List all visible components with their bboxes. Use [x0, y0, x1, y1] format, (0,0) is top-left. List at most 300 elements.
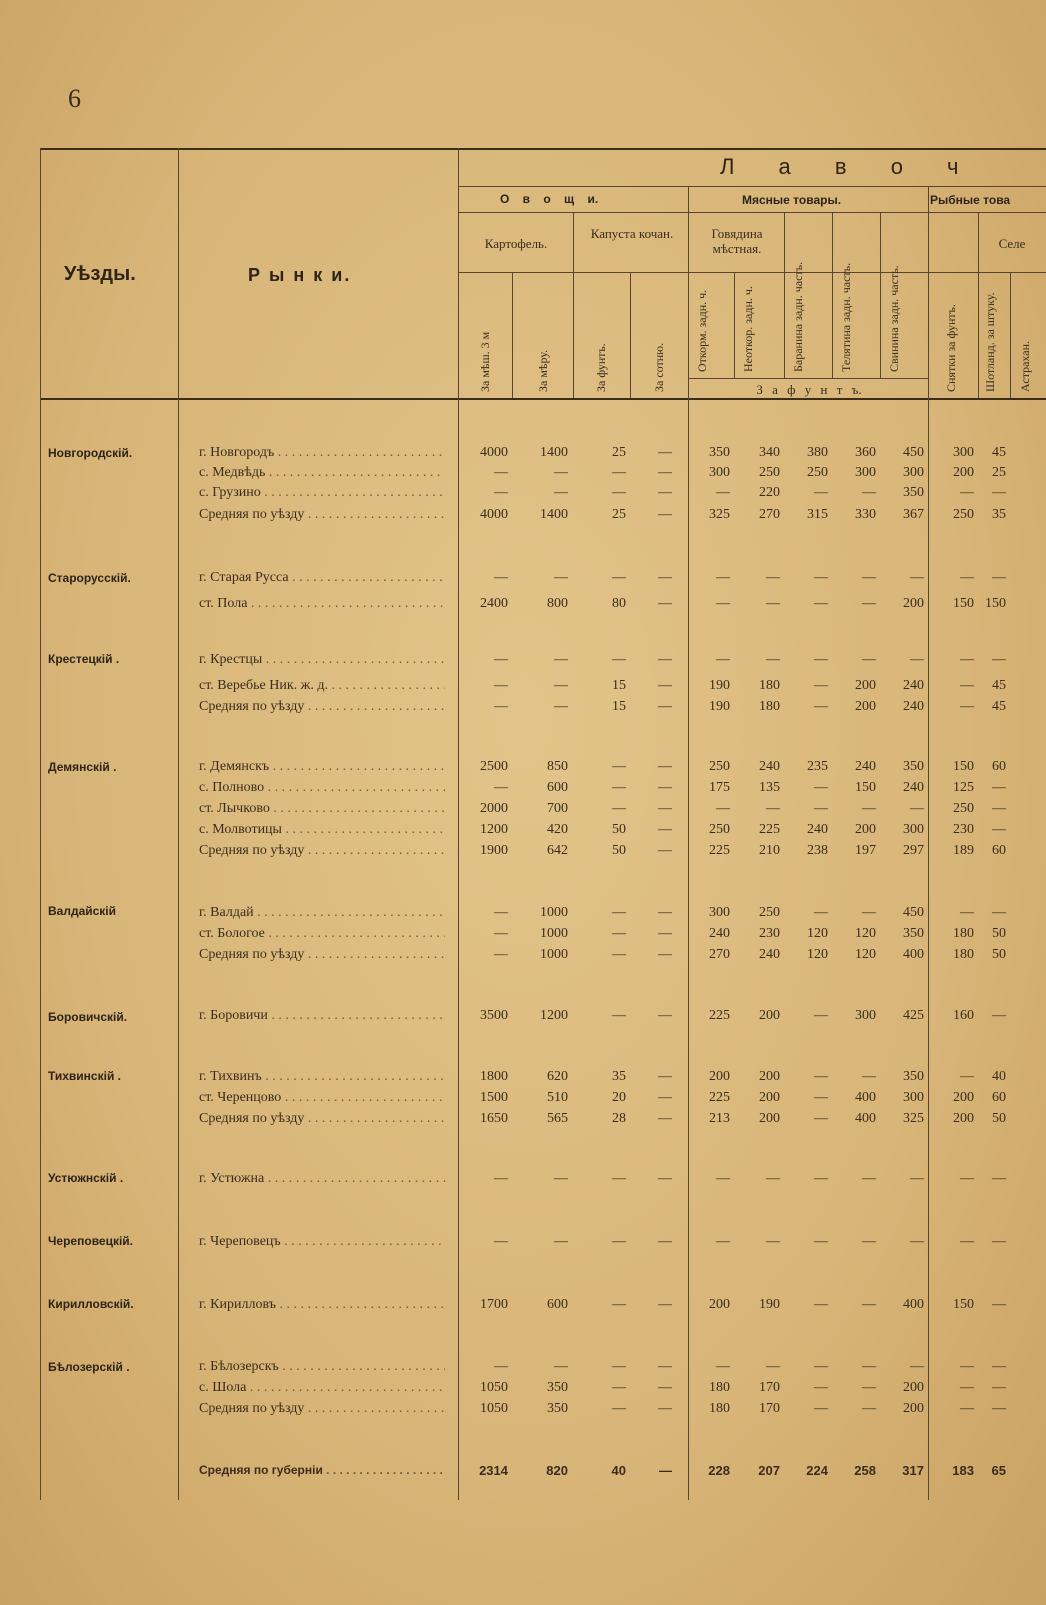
- value-cell: —: [612, 570, 626, 585]
- value-cell: —: [612, 1380, 626, 1395]
- market-label: г. Боровичи . . .: [199, 1008, 445, 1024]
- vheader-za-meshok: За мѣш. 3 м: [478, 331, 492, 392]
- uezd-label: Крестецкій .: [48, 652, 120, 666]
- value-cell: 565: [547, 1111, 568, 1126]
- value-cell: 150: [953, 759, 974, 774]
- market-label: с. Шола . . .: [199, 1380, 445, 1396]
- value-cell: —: [658, 1008, 672, 1023]
- col-divider-market: [458, 148, 459, 1500]
- value-cell: 4000: [480, 507, 508, 522]
- value-cell: —: [766, 1171, 780, 1186]
- total-value-cell: 317: [902, 1463, 924, 1478]
- value-cell: 80: [612, 596, 626, 611]
- market-label: Средняя по уѣзду . . .: [199, 1401, 445, 1417]
- value-cell: 1700: [480, 1297, 508, 1312]
- col-divider-uezd: [178, 148, 179, 1500]
- value-cell: 250: [759, 905, 780, 920]
- value-cell: 240: [807, 822, 828, 837]
- market-label: г. Череповецъ . . .: [199, 1234, 445, 1250]
- market-label: с. Молвотицы . . .: [199, 822, 445, 838]
- vheader-astrakhan: Астрахан.: [1018, 341, 1032, 392]
- value-cell: —: [554, 1171, 568, 1186]
- vheader-telyatina: Телятина задн. часть.: [839, 262, 853, 372]
- value-cell: 325: [903, 1111, 924, 1126]
- header-kartofel: Картофель.: [484, 236, 548, 251]
- value-cell: —: [658, 1297, 672, 1312]
- value-cell: 400: [903, 1297, 924, 1312]
- value-cell: 1400: [540, 445, 568, 460]
- value-cell: 620: [547, 1069, 568, 1084]
- value-cell: —: [716, 1234, 730, 1249]
- value-cell: 380: [807, 445, 828, 460]
- value-cell: —: [658, 652, 672, 667]
- value-cell: —: [910, 1359, 924, 1374]
- value-cell: 190: [709, 699, 730, 714]
- value-cell: —: [814, 1069, 828, 1084]
- value-cell: 45: [992, 445, 1006, 460]
- subcol-div-7: [880, 212, 881, 378]
- vheader-otkorm: Откорм. задн. ч.: [695, 289, 709, 372]
- value-cell: 180: [759, 678, 780, 693]
- value-cell: —: [766, 801, 780, 816]
- value-cell: 300: [903, 822, 924, 837]
- value-cell: —: [612, 926, 626, 941]
- value-cell: —: [862, 1297, 876, 1312]
- value-cell: —: [716, 652, 730, 667]
- value-cell: 235: [807, 759, 828, 774]
- value-cell: —: [554, 485, 568, 500]
- header-rynki: Р ы н к и.: [248, 265, 352, 285]
- value-cell: —: [862, 1401, 876, 1416]
- value-cell: —: [862, 1380, 876, 1395]
- header-rule-4: [688, 378, 928, 379]
- value-cell: —: [814, 1401, 828, 1416]
- subcol-div-4: [734, 272, 735, 378]
- value-cell: —: [862, 570, 876, 585]
- vheader-neotkorm: Неоткор. задн. ч.: [741, 286, 755, 372]
- value-cell: —: [862, 1069, 876, 1084]
- value-cell: 350: [547, 1380, 568, 1395]
- market-label: г. Кирилловъ . . .: [199, 1297, 445, 1313]
- value-cell: 200: [903, 1401, 924, 1416]
- header-selyodka: Селе: [998, 236, 1026, 251]
- value-cell: —: [814, 699, 828, 714]
- value-cell: 120: [855, 926, 876, 941]
- value-cell: 150: [953, 596, 974, 611]
- total-value-cell: 228: [708, 1463, 730, 1478]
- value-cell: 25: [612, 445, 626, 460]
- value-cell: —: [814, 1090, 828, 1105]
- value-cell: —: [814, 1359, 828, 1374]
- value-cell: 250: [709, 759, 730, 774]
- value-cell: —: [960, 1380, 974, 1395]
- value-cell: —: [862, 1359, 876, 1374]
- value-cell: 350: [903, 759, 924, 774]
- value-cell: 200: [855, 699, 876, 714]
- value-cell: —: [658, 485, 672, 500]
- value-cell: —: [766, 1234, 780, 1249]
- value-cell: 1200: [540, 1008, 568, 1023]
- value-cell: 50: [612, 822, 626, 837]
- value-cell: 300: [855, 465, 876, 480]
- market-label-total: Средняя по губерніи . . .: [199, 1463, 445, 1477]
- value-cell: 200: [903, 1380, 924, 1395]
- value-cell: —: [494, 652, 508, 667]
- value-cell: —: [814, 1297, 828, 1312]
- value-cell: 238: [807, 843, 828, 858]
- value-cell: —: [554, 570, 568, 585]
- value-cell: 180: [953, 947, 974, 962]
- value-cell: —: [658, 570, 672, 585]
- value-cell: —: [992, 1401, 1006, 1416]
- value-cell: 200: [855, 678, 876, 693]
- value-cell: —: [992, 780, 1006, 795]
- value-cell: —: [992, 652, 1006, 667]
- vheader-baranina: Баранина задн. часть.: [791, 261, 805, 372]
- value-cell: 325: [709, 507, 730, 522]
- value-cell: —: [494, 780, 508, 795]
- value-cell: 28: [612, 1111, 626, 1126]
- value-cell: —: [814, 1234, 828, 1249]
- value-cell: —: [960, 1401, 974, 1416]
- value-cell: 250: [709, 822, 730, 837]
- value-cell: —: [612, 1401, 626, 1416]
- value-cell: 4000: [480, 445, 508, 460]
- value-cell: —: [862, 801, 876, 816]
- value-cell: 300: [855, 1008, 876, 1023]
- market-label: г. Тихвинъ . . .: [199, 1069, 445, 1085]
- value-cell: 200: [759, 1008, 780, 1023]
- subcol-div-5: [784, 212, 785, 378]
- header-ovoshchi: О в о щ и.: [500, 192, 599, 206]
- value-cell: —: [960, 678, 974, 693]
- value-cell: 1050: [480, 1401, 508, 1416]
- uezd-label: Новгородскій.: [48, 446, 133, 460]
- value-cell: —: [658, 780, 672, 795]
- total-value-cell: 207: [758, 1463, 780, 1478]
- value-cell: —: [658, 596, 672, 611]
- uezd-label: Боровичскій.: [48, 1010, 128, 1024]
- value-cell: —: [992, 1297, 1006, 1312]
- market-label: ст. Веребье Ник. ж. д. . . .: [199, 678, 445, 694]
- value-cell: 50: [992, 926, 1006, 941]
- value-cell: —: [814, 570, 828, 585]
- market-label: Средняя по уѣзду . . .: [199, 1111, 445, 1127]
- value-cell: —: [612, 652, 626, 667]
- value-cell: 197: [855, 843, 876, 858]
- value-cell: 250: [953, 507, 974, 522]
- value-cell: 230: [759, 926, 780, 941]
- value-cell: 150: [953, 1297, 974, 1312]
- uezd-label: Устюжнскій .: [48, 1171, 124, 1185]
- value-cell: 2500: [480, 759, 508, 774]
- value-cell: 250: [953, 801, 974, 816]
- value-cell: —: [992, 1234, 1006, 1249]
- value-cell: —: [554, 699, 568, 714]
- header-za-funt: З а ф у н т ъ.: [756, 382, 862, 397]
- value-cell: —: [960, 1069, 974, 1084]
- value-cell: 25: [992, 465, 1006, 480]
- value-cell: 250: [807, 465, 828, 480]
- market-label: с. Полново . . .: [199, 780, 445, 796]
- value-cell: 3500: [480, 1008, 508, 1023]
- uezd-label: Бѣлозерскій .: [48, 1360, 130, 1374]
- value-cell: 175: [709, 780, 730, 795]
- value-cell: —: [716, 485, 730, 500]
- value-cell: —: [658, 926, 672, 941]
- market-label: Средняя по уѣзду . . .: [199, 507, 445, 523]
- value-cell: 200: [709, 1297, 730, 1312]
- total-value-cell: 820: [546, 1463, 568, 1478]
- uezd-label: Тихвинскій .: [48, 1069, 121, 1083]
- value-cell: 170: [759, 1380, 780, 1395]
- value-cell: —: [992, 905, 1006, 920]
- value-cell: 330: [855, 507, 876, 522]
- market-label: Средняя по уѣзду . . .: [199, 699, 445, 715]
- value-cell: —: [612, 485, 626, 500]
- value-cell: 510: [547, 1090, 568, 1105]
- value-cell: 270: [709, 947, 730, 962]
- value-cell: —: [814, 596, 828, 611]
- value-cell: 240: [903, 699, 924, 714]
- value-cell: 240: [759, 759, 780, 774]
- value-cell: —: [716, 596, 730, 611]
- value-cell: 425: [903, 1008, 924, 1023]
- value-cell: 200: [903, 596, 924, 611]
- value-cell: 20: [612, 1090, 626, 1105]
- value-cell: 210: [759, 843, 780, 858]
- subcol-div-8: [978, 212, 979, 398]
- value-cell: 240: [709, 926, 730, 941]
- market-label: Средняя по уѣзду . . .: [199, 947, 445, 963]
- value-cell: —: [862, 1171, 876, 1186]
- value-cell: 1650: [480, 1111, 508, 1126]
- subcol-div-3: [630, 272, 631, 398]
- value-cell: 850: [547, 759, 568, 774]
- value-cell: 350: [903, 485, 924, 500]
- value-cell: —: [554, 465, 568, 480]
- header-bottom-rule: [40, 398, 1046, 400]
- value-cell: —: [494, 1359, 508, 1374]
- value-cell: —: [960, 905, 974, 920]
- value-cell: 250: [759, 465, 780, 480]
- value-cell: 400: [855, 1090, 876, 1105]
- value-cell: 350: [547, 1401, 568, 1416]
- value-cell: 240: [759, 947, 780, 962]
- value-cell: —: [910, 1171, 924, 1186]
- market-label: г. Новгородъ . . .: [199, 445, 445, 461]
- value-cell: —: [814, 1008, 828, 1023]
- col-divider-ovoshchi-myaso: [688, 186, 689, 1500]
- value-cell: 450: [903, 445, 924, 460]
- value-cell: 300: [709, 465, 730, 480]
- value-cell: —: [814, 801, 828, 816]
- page-number: 6: [68, 84, 81, 113]
- value-cell: 200: [953, 1111, 974, 1126]
- value-cell: 50: [612, 843, 626, 858]
- value-cell: 1050: [480, 1380, 508, 1395]
- vheader-snyatki: Снятки за фунтъ.: [944, 304, 958, 392]
- subcol-div-9: [1010, 272, 1011, 398]
- header-uezdy: Уѣзды.: [64, 263, 136, 285]
- value-cell: 60: [992, 843, 1006, 858]
- value-cell: 150: [855, 780, 876, 795]
- value-cell: —: [992, 485, 1006, 500]
- value-cell: —: [992, 1380, 1006, 1395]
- value-cell: 2000: [480, 801, 508, 816]
- value-cell: 180: [709, 1380, 730, 1395]
- value-cell: —: [494, 678, 508, 693]
- uezd-label: Демянскій .: [48, 760, 117, 774]
- header-kapusta: Капуста кочан.: [590, 226, 674, 241]
- value-cell: 225: [709, 1008, 730, 1023]
- value-cell: 340: [759, 445, 780, 460]
- value-cell: —: [658, 1171, 672, 1186]
- header-rule-1: [458, 186, 1046, 187]
- value-cell: —: [716, 801, 730, 816]
- value-cell: —: [658, 507, 672, 522]
- total-value-cell: 224: [806, 1463, 828, 1478]
- value-cell: —: [960, 1359, 974, 1374]
- value-cell: 220: [759, 485, 780, 500]
- value-cell: 15: [612, 678, 626, 693]
- value-cell: 25: [612, 507, 626, 522]
- value-cell: 1000: [540, 905, 568, 920]
- value-cell: —: [992, 1359, 1006, 1374]
- total-value-cell: 2314: [479, 1463, 508, 1478]
- vheader-svinina: Свинина задн. часть.: [887, 265, 901, 372]
- market-label: ст. Пола . . .: [199, 596, 445, 612]
- value-cell: —: [658, 947, 672, 962]
- value-cell: —: [494, 905, 508, 920]
- vheader-za-meru: За мѣру.: [536, 349, 550, 392]
- market-label: г. Бѣлозерскъ . . .: [199, 1359, 445, 1375]
- value-cell: 190: [709, 678, 730, 693]
- value-cell: —: [554, 678, 568, 693]
- value-cell: —: [494, 1171, 508, 1186]
- market-label: г. Валдай . . .: [199, 905, 445, 921]
- value-cell: 200: [953, 465, 974, 480]
- value-cell: —: [658, 905, 672, 920]
- uezd-label: Старорусскій.: [48, 571, 131, 585]
- value-cell: 800: [547, 596, 568, 611]
- market-label: ст. Черенцово . . .: [199, 1090, 445, 1106]
- value-cell: 600: [547, 1297, 568, 1312]
- value-cell: 180: [709, 1401, 730, 1416]
- value-cell: —: [612, 1359, 626, 1374]
- vheader-za-sotnyu: За сотню.: [652, 342, 666, 392]
- col-divider-myaso-ryba: [928, 186, 929, 1500]
- value-cell: —: [814, 1171, 828, 1186]
- market-label: г. Устюжна . . .: [199, 1171, 445, 1187]
- value-cell: 700: [547, 801, 568, 816]
- header-rule-2: [458, 212, 1046, 213]
- uezd-label: Кирилловскій.: [48, 1297, 134, 1311]
- value-cell: 360: [855, 445, 876, 460]
- value-cell: —: [992, 801, 1006, 816]
- value-cell: —: [612, 1297, 626, 1312]
- value-cell: —: [960, 699, 974, 714]
- value-cell: 240: [855, 759, 876, 774]
- subcol-div-2: [573, 212, 574, 398]
- value-cell: —: [658, 678, 672, 693]
- value-cell: —: [612, 947, 626, 962]
- value-cell: —: [814, 780, 828, 795]
- value-cell: —: [494, 699, 508, 714]
- value-cell: 642: [547, 843, 568, 858]
- value-cell: 200: [759, 1069, 780, 1084]
- total-value-cell: 40: [611, 1463, 626, 1478]
- value-cell: —: [658, 1234, 672, 1249]
- value-cell: 1400: [540, 507, 568, 522]
- value-cell: 300: [903, 465, 924, 480]
- value-cell: 2400: [480, 596, 508, 611]
- value-cell: 200: [953, 1090, 974, 1105]
- market-label: Средняя по уѣзду . . .: [199, 843, 445, 859]
- value-cell: 300: [709, 905, 730, 920]
- value-cell: 350: [903, 926, 924, 941]
- value-cell: 50: [992, 947, 1006, 962]
- market-label: с. Медвѣдь . . .: [199, 465, 445, 481]
- value-cell: —: [554, 652, 568, 667]
- value-cell: —: [862, 1234, 876, 1249]
- value-cell: —: [992, 822, 1006, 837]
- value-cell: —: [494, 465, 508, 480]
- value-cell: 200: [759, 1111, 780, 1126]
- value-cell: —: [658, 1069, 672, 1084]
- value-cell: 45: [992, 699, 1006, 714]
- value-cell: —: [716, 1171, 730, 1186]
- total-value-cell: 258: [854, 1463, 876, 1478]
- value-cell: —: [494, 1234, 508, 1249]
- market-label: ст. Лычково . . .: [199, 801, 445, 817]
- value-cell: 200: [759, 1090, 780, 1105]
- value-cell: 150: [985, 596, 1006, 611]
- value-cell: —: [494, 947, 508, 962]
- value-cell: —: [658, 465, 672, 480]
- value-cell: —: [612, 780, 626, 795]
- value-cell: 225: [709, 843, 730, 858]
- value-cell: 225: [709, 1090, 730, 1105]
- value-cell: —: [814, 1111, 828, 1126]
- value-cell: —: [658, 445, 672, 460]
- value-cell: 1000: [540, 947, 568, 962]
- value-cell: —: [766, 652, 780, 667]
- value-cell: —: [658, 1111, 672, 1126]
- value-cell: 60: [992, 1090, 1006, 1105]
- value-cell: 60: [992, 759, 1006, 774]
- value-cell: —: [612, 801, 626, 816]
- value-cell: —: [716, 570, 730, 585]
- value-cell: 225: [759, 822, 780, 837]
- table-left-border: [40, 148, 41, 1500]
- value-cell: —: [494, 570, 508, 585]
- value-cell: —: [612, 1008, 626, 1023]
- value-cell: —: [814, 652, 828, 667]
- header-govyadina: Говядина мѣстная.: [711, 226, 763, 256]
- value-cell: 40: [992, 1069, 1006, 1084]
- total-value-cell: —: [659, 1463, 672, 1478]
- header-rule-3: [458, 272, 1046, 273]
- market-label: с. Грузино . . .: [199, 485, 445, 501]
- value-cell: —: [658, 1359, 672, 1374]
- value-cell: 200: [855, 822, 876, 837]
- value-cell: 45: [992, 678, 1006, 693]
- value-cell: 1200: [480, 822, 508, 837]
- market-label: г. Старая Русса . . .: [199, 570, 445, 586]
- value-cell: —: [612, 759, 626, 774]
- table-top-rule: [40, 148, 1046, 150]
